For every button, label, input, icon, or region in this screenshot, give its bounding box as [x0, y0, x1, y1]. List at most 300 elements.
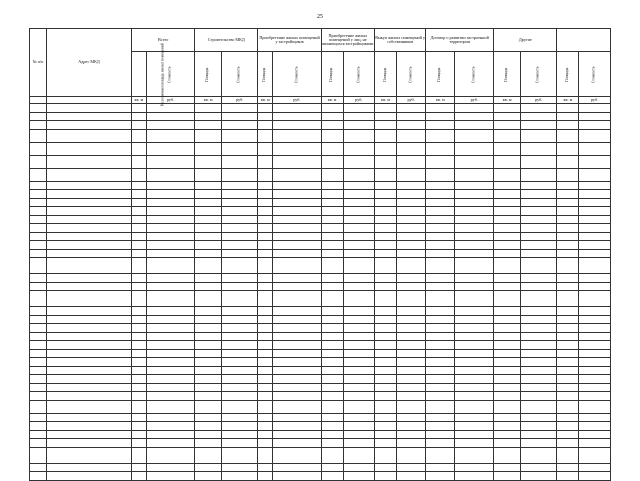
table-cell: [426, 181, 455, 190]
table-cell: [30, 129, 47, 142]
table-cell: [375, 249, 397, 258]
table-cell: [321, 215, 343, 224]
table-cell: [321, 366, 343, 375]
table-row: [30, 190, 611, 199]
table-cell: [221, 472, 257, 481]
table-cell: [426, 463, 455, 472]
table-cell: [557, 439, 579, 448]
table-cell: [426, 168, 455, 181]
table-cell: [273, 215, 322, 224]
table-cell: [195, 366, 222, 375]
table-cell: [146, 447, 195, 463]
table-cell: [557, 282, 579, 291]
table-cell: [579, 439, 611, 448]
table-cell: [579, 112, 611, 121]
table-cell: [146, 232, 195, 241]
table-cell: [30, 224, 47, 233]
table-cell: [132, 332, 147, 341]
address-cell: [47, 129, 132, 142]
table-cell: [321, 430, 343, 439]
table-cell: [557, 258, 579, 274]
table-cell: [258, 341, 273, 350]
table-row: [30, 392, 611, 401]
table-cell: [30, 168, 47, 181]
table-cell: [375, 349, 397, 358]
header-purchase-nondev: Приобретение жилых помещений у лиц, не являющихся застройщиками: [321, 29, 374, 52]
table-cell: [195, 112, 222, 121]
table-cell: [557, 392, 579, 401]
table-cell: [520, 349, 556, 358]
table-cell: [321, 315, 343, 324]
table-cell: [30, 430, 47, 439]
table-cell: [195, 282, 222, 291]
table-cell: [195, 215, 222, 224]
table-cell: [321, 129, 343, 142]
table-cell: [426, 375, 455, 384]
table-cell: [426, 249, 455, 258]
table-cell: [494, 155, 521, 168]
table-cell: [321, 249, 343, 258]
table-cell: [258, 315, 273, 324]
address-cell: [47, 447, 132, 463]
table-cell: [375, 324, 397, 333]
table-cell: [258, 332, 273, 341]
table-row: [30, 349, 611, 358]
table-cell: [455, 315, 494, 324]
table-cell: [426, 129, 455, 142]
table-cell: [321, 282, 343, 291]
table-cell: [195, 307, 222, 316]
table-cell: [455, 232, 494, 241]
table-cell: [221, 129, 257, 142]
table-cell: [579, 392, 611, 401]
table-cell: [455, 224, 494, 233]
table-cell: [258, 155, 273, 168]
table-cell: [195, 224, 222, 233]
table-cell: [30, 307, 47, 316]
table-cell: [321, 241, 343, 250]
table-cell: [273, 232, 322, 241]
table-cell: [195, 291, 222, 307]
table-cell: [557, 198, 579, 207]
table-cell: [30, 142, 47, 155]
table-cell: [396, 324, 425, 333]
table-cell: [343, 463, 375, 472]
table-cell: [195, 207, 222, 216]
table-cell: [579, 291, 611, 307]
table-cell: [579, 349, 611, 358]
table-row: [30, 274, 611, 283]
table-cell: [30, 400, 47, 413]
table-cell: [273, 168, 322, 181]
unit-sqm: кв. м: [321, 97, 343, 104]
table-cell: [343, 472, 375, 481]
address-cell: [47, 307, 132, 316]
table-row: [30, 207, 611, 216]
table-row: [30, 258, 611, 274]
table-cell: [426, 366, 455, 375]
table-cell: [195, 472, 222, 481]
table-cell: [455, 358, 494, 367]
table-cell: [455, 142, 494, 155]
table-cell: [258, 168, 273, 181]
unit-sqm: кв. м: [375, 97, 397, 104]
table-cell: [195, 168, 222, 181]
table-cell: [321, 190, 343, 199]
table-cell: [195, 190, 222, 199]
table-cell: [426, 383, 455, 392]
table-cell: [273, 121, 322, 130]
table-cell: [494, 198, 521, 207]
table-cell: [494, 215, 521, 224]
address-cell: [47, 155, 132, 168]
table-cell: [221, 112, 257, 121]
table-cell: [258, 430, 273, 439]
table-cell: [258, 392, 273, 401]
table-cell: [273, 249, 322, 258]
table-cell: [455, 168, 494, 181]
table-cell: [132, 215, 147, 224]
table-cell: [146, 168, 195, 181]
table-cell: [579, 215, 611, 224]
table-cell: [455, 383, 494, 392]
table-cell: [396, 332, 425, 341]
table-cell: [579, 341, 611, 350]
units-cell: [47, 97, 132, 104]
header-purchase-dev: Приобретение жилых помещений у застройщиков: [258, 29, 321, 52]
table-cell: [426, 324, 455, 333]
table-cell: [343, 232, 375, 241]
table-cell: [146, 274, 195, 283]
table-cell: [375, 439, 397, 448]
table-cell: [426, 430, 455, 439]
table-cell: [396, 383, 425, 392]
table-cell: [321, 112, 343, 121]
table-cell: [258, 463, 273, 472]
table-row: [30, 215, 611, 224]
table-cell: [375, 307, 397, 316]
table-cell: [396, 349, 425, 358]
table-cell: [396, 472, 425, 481]
table-cell: [132, 463, 147, 472]
subheader-cost: Стоимость: [221, 52, 257, 97]
table-cell: [455, 104, 494, 113]
table-cell: [426, 413, 455, 422]
table-cell: [146, 241, 195, 250]
table-cell: [258, 282, 273, 291]
table-cell: [258, 112, 273, 121]
table-cell: [221, 282, 257, 291]
table-cell: [494, 104, 521, 113]
table-cell: [343, 291, 375, 307]
table-cell: [375, 215, 397, 224]
table-cell: [195, 324, 222, 333]
table-cell: [396, 207, 425, 216]
table-cell: [396, 358, 425, 367]
address-cell: [47, 366, 132, 375]
table-cell: [494, 258, 521, 274]
table-cell: [520, 104, 556, 113]
table-cell: [132, 375, 147, 384]
address-cell: [47, 430, 132, 439]
table-row: [30, 422, 611, 431]
table-cell: [221, 392, 257, 401]
table-cell: [520, 324, 556, 333]
table-cell: [375, 142, 397, 155]
table-cell: [221, 447, 257, 463]
table-row: [30, 249, 611, 258]
address-cell: [47, 349, 132, 358]
table-cell: [221, 375, 257, 384]
table-cell: [520, 207, 556, 216]
table-cell: [396, 439, 425, 448]
table-cell: [520, 155, 556, 168]
table-cell: [520, 358, 556, 367]
table-cell: [557, 104, 579, 113]
table-cell: [557, 129, 579, 142]
table-cell: [146, 181, 195, 190]
table-cell: [146, 258, 195, 274]
subheader-resettled-area: Расселяемая площадь жилых помещений: [132, 52, 147, 97]
table-cell: [343, 430, 375, 439]
table-cell: [557, 430, 579, 439]
subheader-cost: Стоимость: [273, 52, 322, 97]
table-cell: [426, 472, 455, 481]
table-cell: [146, 392, 195, 401]
table-cell: [579, 400, 611, 413]
table-cell: [455, 430, 494, 439]
table-cell: [258, 324, 273, 333]
table-cell: [273, 155, 322, 168]
address-cell: [47, 392, 132, 401]
table-cell: [30, 472, 47, 481]
table-cell: [221, 341, 257, 350]
table-cell: [221, 413, 257, 422]
unit-rub: руб.: [455, 97, 494, 104]
table-cell: [375, 190, 397, 199]
table-cell: [455, 375, 494, 384]
table-cell: [195, 430, 222, 439]
table-cell: [30, 291, 47, 307]
table-cell: [321, 224, 343, 233]
table-cell: [375, 341, 397, 350]
table-cell: [132, 447, 147, 463]
table-cell: [343, 181, 375, 190]
table-cell: [455, 447, 494, 463]
address-cell: [47, 181, 132, 190]
table-cell: [426, 224, 455, 233]
table-cell: [494, 129, 521, 142]
table-cell: [195, 400, 222, 413]
table-cell: [321, 142, 343, 155]
table-cell: [258, 422, 273, 431]
table-cell: [520, 447, 556, 463]
table-cell: [221, 215, 257, 224]
table-cell: [455, 215, 494, 224]
table-cell: [520, 168, 556, 181]
table-cell: [321, 383, 343, 392]
table-cell: [455, 258, 494, 274]
table-cell: [221, 307, 257, 316]
table-cell: [396, 366, 425, 375]
table-cell: [258, 383, 273, 392]
table-cell: [146, 315, 195, 324]
table-cell: [557, 413, 579, 422]
table-cell: [195, 121, 222, 130]
table-cell: [426, 422, 455, 431]
table-cell: [494, 274, 521, 283]
table-cell: [343, 332, 375, 341]
table-cell: [321, 207, 343, 216]
table-cell: [343, 307, 375, 316]
table-cell: [579, 142, 611, 155]
table-row: [30, 307, 611, 316]
table-cell: [579, 129, 611, 142]
table-cell: [258, 291, 273, 307]
table-cell: [258, 241, 273, 250]
table-cell: [426, 358, 455, 367]
address-cell: [47, 282, 132, 291]
table-cell: [321, 413, 343, 422]
table-cell: [426, 104, 455, 113]
table-cell: [579, 232, 611, 241]
table-cell: [146, 349, 195, 358]
table-cell: [396, 249, 425, 258]
table-cell: [343, 215, 375, 224]
address-cell: [47, 358, 132, 367]
table-cell: [396, 447, 425, 463]
table-cell: [221, 383, 257, 392]
table-cell: [520, 472, 556, 481]
table-cell: [146, 215, 195, 224]
table-cell: [520, 430, 556, 439]
table-cell: [396, 400, 425, 413]
table-cell: [30, 332, 47, 341]
table-cell: [579, 198, 611, 207]
table-cell: [132, 121, 147, 130]
table-cell: [579, 422, 611, 431]
table-cell: [343, 447, 375, 463]
table-cell: [321, 291, 343, 307]
table-row: [30, 121, 611, 130]
table-cell: [455, 472, 494, 481]
table-cell: [132, 307, 147, 316]
table-cell: [375, 104, 397, 113]
table-cell: [195, 315, 222, 324]
table-cell: [426, 241, 455, 250]
table-cell: [273, 104, 322, 113]
table-cell: [396, 190, 425, 199]
table-cell: [273, 315, 322, 324]
subheader-cost: Стоимость: [455, 52, 494, 97]
table-cell: [132, 232, 147, 241]
table-cell: [146, 129, 195, 142]
table-cell: [557, 215, 579, 224]
table-cell: [426, 349, 455, 358]
table-cell: [375, 400, 397, 413]
table-cell: [273, 274, 322, 283]
table-cell: [343, 121, 375, 130]
address-cell: [47, 400, 132, 413]
address-cell: [47, 112, 132, 121]
table-cell: [455, 400, 494, 413]
table-cell: [273, 472, 322, 481]
table-cell: [455, 341, 494, 350]
table-cell: [375, 112, 397, 121]
table-cell: [426, 332, 455, 341]
table-row: [30, 104, 611, 113]
table-cell: [557, 400, 579, 413]
address-cell: [47, 439, 132, 448]
table-cell: [557, 315, 579, 324]
table-cell: [321, 168, 343, 181]
table-cell: [494, 400, 521, 413]
table-cell: [132, 439, 147, 448]
table-cell: [343, 168, 375, 181]
table-cell: [132, 258, 147, 274]
table-cell: [221, 349, 257, 358]
table-cell: [579, 307, 611, 316]
header-num: № п/п: [30, 29, 47, 97]
table-cell: [343, 324, 375, 333]
table-cell: [343, 155, 375, 168]
table-cell: [520, 241, 556, 250]
table-cell: [132, 392, 147, 401]
table-cell: [396, 121, 425, 130]
table-cell: [273, 358, 322, 367]
table-cell: [520, 258, 556, 274]
table-cell: [579, 463, 611, 472]
table-cell: [146, 383, 195, 392]
table-cell: [221, 198, 257, 207]
table-cell: [579, 121, 611, 130]
table-cell: [396, 155, 425, 168]
table-cell: [273, 349, 322, 358]
table-cell: [195, 232, 222, 241]
table-cell: [132, 207, 147, 216]
table-row: [30, 463, 611, 472]
table-cell: [557, 324, 579, 333]
table-cell: [455, 349, 494, 358]
table-cell: [221, 324, 257, 333]
table-cell: [494, 463, 521, 472]
unit-sqm: кв. м: [132, 97, 147, 104]
table-cell: [494, 375, 521, 384]
table-cell: [557, 249, 579, 258]
table-cell: [375, 274, 397, 283]
table-cell: [494, 392, 521, 401]
table-cell: [494, 341, 521, 350]
table-cell: [195, 249, 222, 258]
table-cell: [343, 198, 375, 207]
table-cell: [30, 392, 47, 401]
table-cell: [557, 422, 579, 431]
table-cell: [343, 341, 375, 350]
table-cell: [455, 190, 494, 199]
table-cell: [455, 324, 494, 333]
table-cell: [343, 400, 375, 413]
table-cell: [195, 447, 222, 463]
table-cell: [520, 375, 556, 384]
table-cell: [132, 366, 147, 375]
table-cell: [520, 129, 556, 142]
table-cell: [494, 249, 521, 258]
table-cell: [579, 249, 611, 258]
table-cell: [557, 207, 579, 216]
table-cell: [273, 241, 322, 250]
table-cell: [494, 112, 521, 121]
table-cell: [426, 215, 455, 224]
